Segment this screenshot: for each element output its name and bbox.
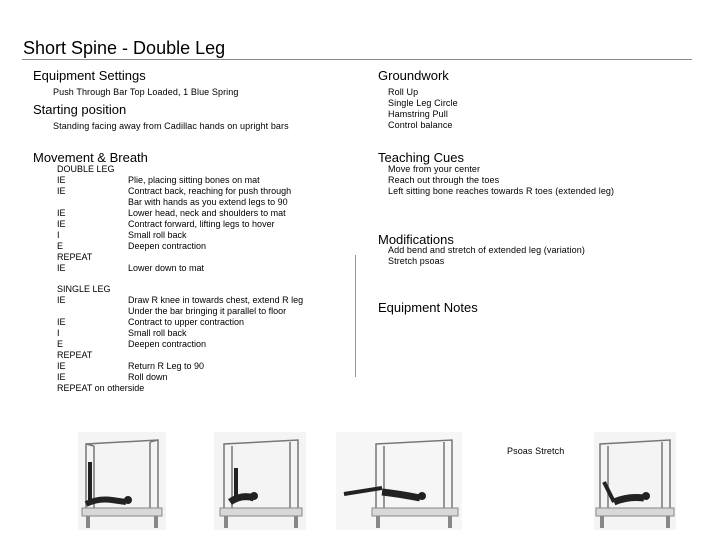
equipment-settings-text: Push Through Bar Top Loaded, 1 Blue Spring: [53, 87, 239, 97]
movement-step: [57, 263, 204, 274]
movement-step: [57, 284, 111, 295]
movement-text: Draw R knee in towards chest, extend R leg: [128, 295, 304, 305]
breath-cue: IE: [57, 175, 66, 185]
movement-step: [57, 328, 187, 339]
groundwork-item: Hamstring Pull: [388, 109, 448, 119]
groundwork-item: Single Leg Circle: [388, 98, 458, 108]
breath-cue: I: [57, 230, 60, 240]
movement-text: Small roll back: [128, 328, 187, 338]
movement-step: [57, 219, 275, 230]
modifications-heading: Modifications: [378, 232, 454, 247]
movement-heading: Movement & Breath: [33, 150, 148, 165]
modification-item: Stretch psoas: [388, 256, 445, 266]
movement-text: Bar with hands as you extend legs to 90: [128, 197, 288, 207]
breath-cue: IE: [57, 317, 66, 327]
column-divider: [355, 255, 356, 377]
breath-cue: IE: [57, 295, 66, 305]
groundwork-item: Roll Up: [388, 87, 419, 97]
movement-text: Plie, placing sitting bones on mat: [128, 175, 260, 185]
breath-cue: REPEAT: [57, 350, 93, 360]
movement-step: [57, 339, 206, 350]
breath-cue: REPEAT: [57, 252, 93, 262]
movement-text: Contract to upper contraction: [128, 317, 245, 327]
movement-step: [57, 186, 291, 197]
movement-step: [57, 295, 303, 306]
movement-text: Lower head, neck and shoulders to mat: [128, 208, 286, 218]
movement-text: Return R Leg to 90: [128, 361, 205, 371]
exercise-photo-2: [214, 432, 306, 530]
movement-step: [57, 383, 144, 394]
exercise-photo-1: [78, 432, 166, 530]
teaching-cue-item: Move from your center: [388, 164, 481, 174]
breath-cue: SINGLE LEG: [57, 284, 111, 294]
movement-text: Roll down: [128, 372, 168, 382]
starting-position-text: Standing facing away from Cadillac hands on upright bars: [53, 121, 289, 131]
breath-cue: IE: [57, 361, 66, 371]
groundwork-item: Control balance: [388, 120, 453, 130]
breath-cue: I: [57, 328, 60, 338]
movement-text: Contract forward, lifting legs to hover: [128, 219, 275, 229]
breath-cue: DOUBLE LEG: [57, 164, 115, 174]
exercise-photo-4: [594, 432, 676, 530]
equipment-notes-heading: Equipment Notes: [378, 300, 478, 315]
photo-caption-panel: [480, 432, 590, 530]
breath-cue: IE: [57, 219, 66, 229]
breath-cue: IE: [57, 372, 66, 382]
breath-cue: IE: [57, 263, 66, 273]
groundwork-list: [388, 87, 458, 131]
movement-text: Small roll back: [128, 230, 187, 240]
teaching-cues-list: [388, 164, 614, 197]
breath-cue: E: [57, 241, 64, 251]
breath-cue: IE: [57, 208, 66, 218]
movement-text: Contract back, reaching for push through: [128, 186, 292, 196]
movement-step: [57, 372, 168, 383]
movement-step: [57, 230, 187, 241]
movement-text: Lower down to mat: [128, 263, 205, 273]
breath-cue: E: [57, 339, 64, 349]
movement-step: [57, 306, 286, 317]
movement-step: [57, 175, 260, 186]
teaching-cues-heading: Teaching Cues: [378, 150, 464, 165]
movement-text: Deepen contraction: [128, 339, 207, 349]
movement-step: [57, 208, 286, 219]
groundwork-heading: Groundwork: [378, 68, 449, 83]
exercise-photo-3: [336, 432, 462, 530]
movement-step: [57, 241, 206, 252]
movement-step: [57, 197, 288, 208]
photo-caption: Psoas Stretch: [507, 446, 565, 456]
teaching-cue-item: Reach out through the toes: [388, 175, 500, 185]
teaching-cue-item: Left sitting bone reaches towards R toes (extended leg): [388, 186, 615, 196]
breath-cue: REPEAT on otherside: [57, 383, 145, 393]
movement-step: [57, 317, 244, 328]
movement-text: Deepen contraction: [128, 241, 207, 251]
movement-step: [57, 164, 115, 175]
movement-text: Under the bar bringing it parallel to floor: [128, 306, 287, 316]
starting-position-heading: Starting position: [33, 102, 127, 117]
movement-step: [57, 350, 92, 361]
equipment-settings-heading: Equipment Settings: [33, 68, 146, 83]
movement-step: [57, 361, 204, 372]
modifications-list: [388, 245, 585, 267]
modification-item: Add bend and stretch of extended leg (variation): [388, 245, 585, 255]
movement-step: [57, 252, 92, 263]
page-title: Short Spine - Double Leg: [23, 38, 226, 58]
title-divider: [22, 59, 692, 60]
breath-cue: IE: [57, 186, 66, 196]
